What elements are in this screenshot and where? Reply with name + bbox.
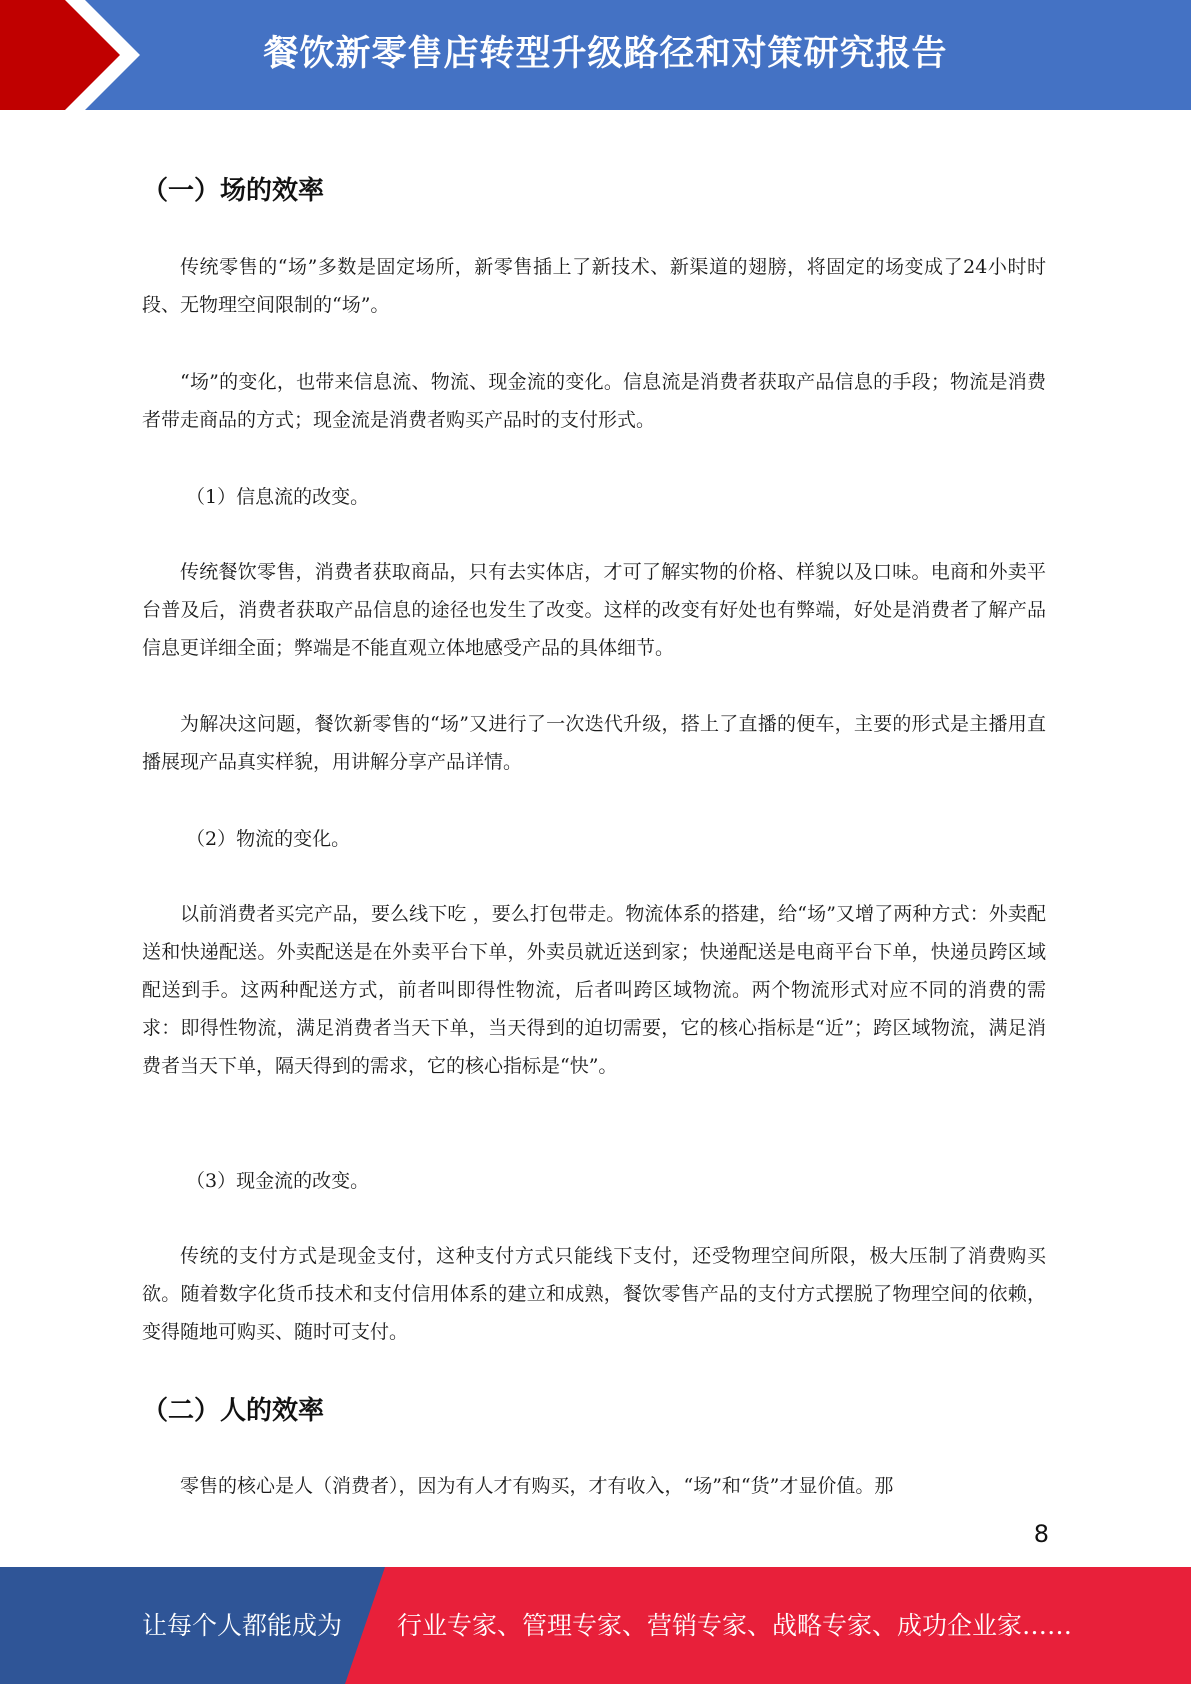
section-heading-venue-efficiency: （一）场的效率: [142, 176, 325, 206]
paragraph: 传统的支付方式是现金支付，这种支付方式只能线下支付，还受物理空间所限，极大压制了消费购买欲。随着数字化货币技术和支付信用体系的建立和成熟，餐饮零售产品的支付方式摆脱了物理空间的依赖，变得随地可购买、随时可支付。: [142, 1245, 1046, 1343]
paragraph: 零售的核心是人（消费者），因为有人才有购买，才有收入，“场”和“货”才显价值。那: [180, 1475, 894, 1497]
report-title: 餐饮新零售店转型升级路径和对策研究报告: [263, 34, 948, 74]
subsection-heading-logistics: （2）物流的变化。: [186, 828, 351, 850]
paragraph: 以前消费者买完产品，要么线下吃 ，要么打包带走。物流体系的搭建，给“场”又增了两种方式：外卖配送和快递配送。外卖配送是在外卖平台下单，外卖员就近送到家；快递配送是电商平台下单，快递员跨区域配送到手。这两种配送方式，前者叫即得性物流，后者叫跨区域物流。两个物流形式对应不同的消费的需求：即得性物流，满足消费者当天下单，当天得到的迫切需要，它的核心指标是“近”；跨区域物流，满足消费者当天下单，隔天得到的需求，它的核心指标是“快”。: [142, 903, 1046, 1077]
paragraph: “场”的变化，也带来信息流、物流、现金流的变化。信息流是消费者获取产品信息的手段；物流是消费者带走商品的方式；现金流是消费者购买产品时的支付形式。: [142, 371, 1046, 431]
paragraph: 传统零售的“场”多数是固定场所，新零售插上了新技术、新渠道的翅膀，将固定的场变成了24小时时段、无物理空间限制的“场”。: [142, 256, 1046, 316]
paragraph: 传统餐饮零售，消费者获取商品，只有去实体店，才可了解实物的价格、样貌以及口味。电商和外卖平台普及后，消费者获取产品信息的途径也发生了改变。这样的改变有好处也有弊端，好处是消费者了解产品信息更详细全面；弊端是不能直观立体地感受产品的具体细节。: [142, 561, 1046, 659]
page-header: [0, 0, 1191, 110]
footer-slogan-right: 行业专家、管理专家、营销专家、战略专家、成功企业家……: [397, 1611, 1073, 1640]
page-footer: [0, 1567, 1191, 1684]
paragraph: 为解决这问题，餐饮新零售的“场”又进行了一次迭代升级，搭上了直播的便车，主要的形式是主播用直播展现产品真实样貌，用讲解分享产品详情。: [142, 713, 1046, 773]
footer-slogan-left: 让每个人都能成为: [142, 1611, 343, 1640]
section-heading-people-efficiency: （二）人的效率: [142, 1396, 325, 1426]
page-number: 8: [1033, 1520, 1049, 1548]
subsection-heading-information-flow: （1）信息流的改变。: [186, 486, 370, 508]
subsection-heading-cash-flow: （3）现金流的改变。: [186, 1170, 370, 1192]
